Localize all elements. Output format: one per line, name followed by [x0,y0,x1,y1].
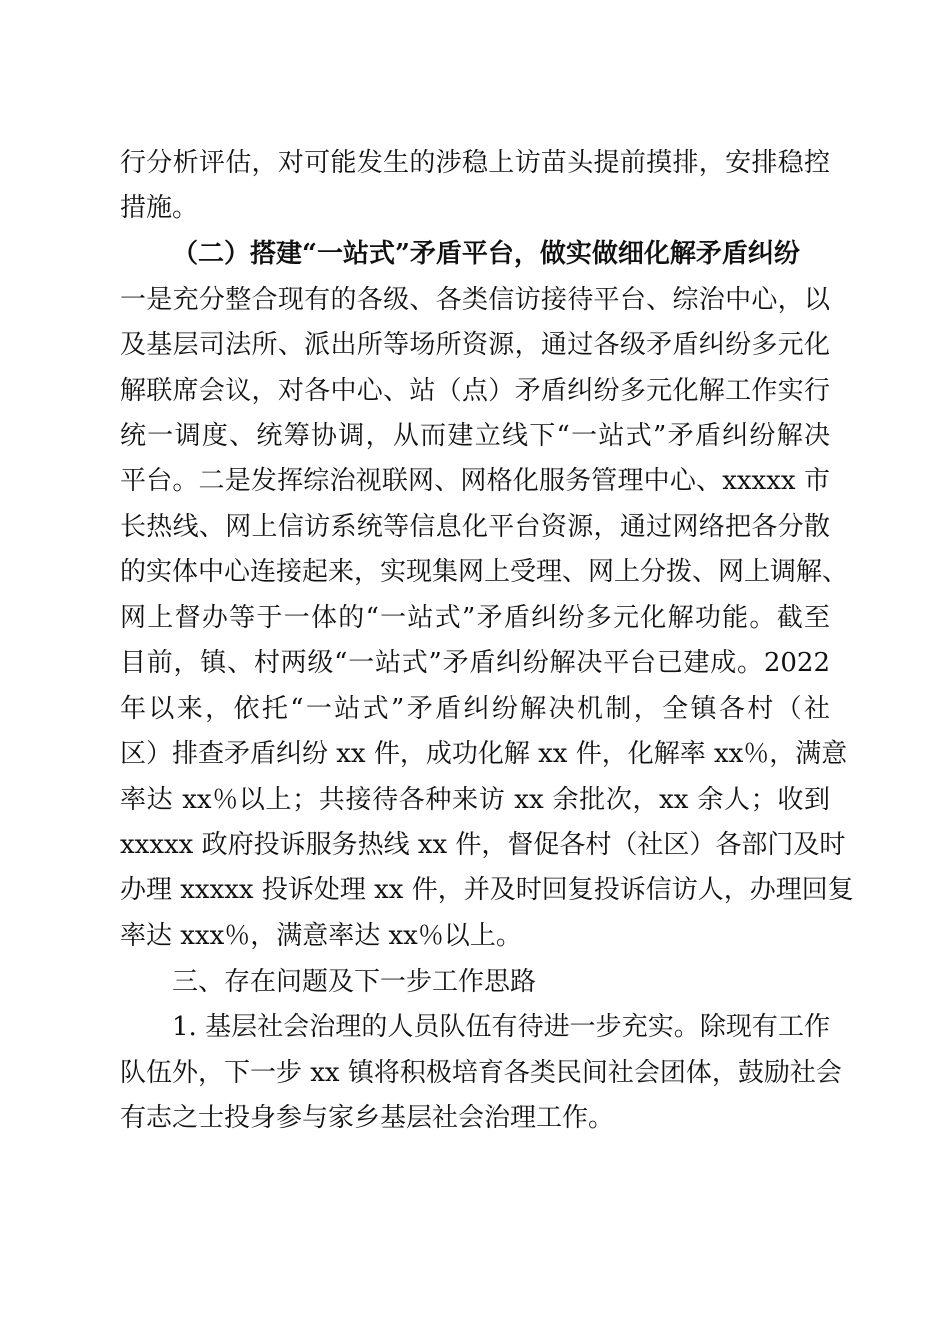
text-line: 行分析评估，对可能发生的涉稳上访苗头提前摸排，安排稳控 [120,148,830,178]
text-line: 及基层司法所、派出所等场所资源，通过各级矛盾纠纷多元化 [120,330,830,360]
text-line: 率达 xx％以上；共接待各种来访 xx 余批次，xx 余人；收到 [120,785,830,815]
text-line: 统一调度、统筹协调，从而建立线下“一站式”矛盾纠纷解决 [120,421,830,451]
text-line: 措施。 [120,193,199,223]
section-heading-two: （二）搭建“一站式”矛盾平台，做实做细化解矛盾纠纷 [172,239,800,269]
text-line: 队伍外，下一步 xx 镇将积极培育各类民间社会团体，鼓励社会 [120,1058,842,1088]
text-line: 长热线、网上信访系统等信息化平台资源，通过网络把各分散 [120,512,830,542]
text-line: 区）排查矛盾纠纷 xx 件，成功化解 xx 件，化解率 xx％，满意 [120,739,848,769]
text-line: 解联席会议，对各中心、站（点）矛盾纠纷多元化解工作实行 [120,376,830,406]
text-line: 网上督办等于一体的“一站式”矛盾纠纷多元化解功能。截至 [120,603,830,633]
text-line: 率达 xxx％，满意率达 xx％以上。 [120,921,522,951]
text-line: 的实体中心连接起来，实现集网上受理、网上分拨、网上调解、 [120,557,849,587]
text-line: 年以来，依托“一站式”矛盾纠纷解决机制，全镇各村（社 [120,694,830,724]
text-line: 有志之士投身参与家乡基层社会治理工作。 [120,1103,615,1133]
text-line: 平台。二是发挥综治视联网、网格化服务管理中心、xxxxx 市 [120,466,830,496]
text-line: 办理 xxxxx 投诉处理 xx 件，并及时回复投诉信访人，办理回复 [120,875,854,905]
text-line: 目前，镇、村两级“一站式”矛盾纠纷解决平台已建成。2022 [120,648,830,678]
text-line: 1. 基层社会治理的人员队伍有待进一步充实。除现有工作 [172,1012,830,1042]
section-heading-three: 三、存在问题及下一步工作思路 [172,967,537,997]
text-line: 一是充分整合现有的各级、各类信访接待平台、综治中心，以 [120,285,830,315]
text-line: xxxxx 政府投诉服务热线 xx 件，督促各村（社区）各部门及时 [120,830,846,860]
